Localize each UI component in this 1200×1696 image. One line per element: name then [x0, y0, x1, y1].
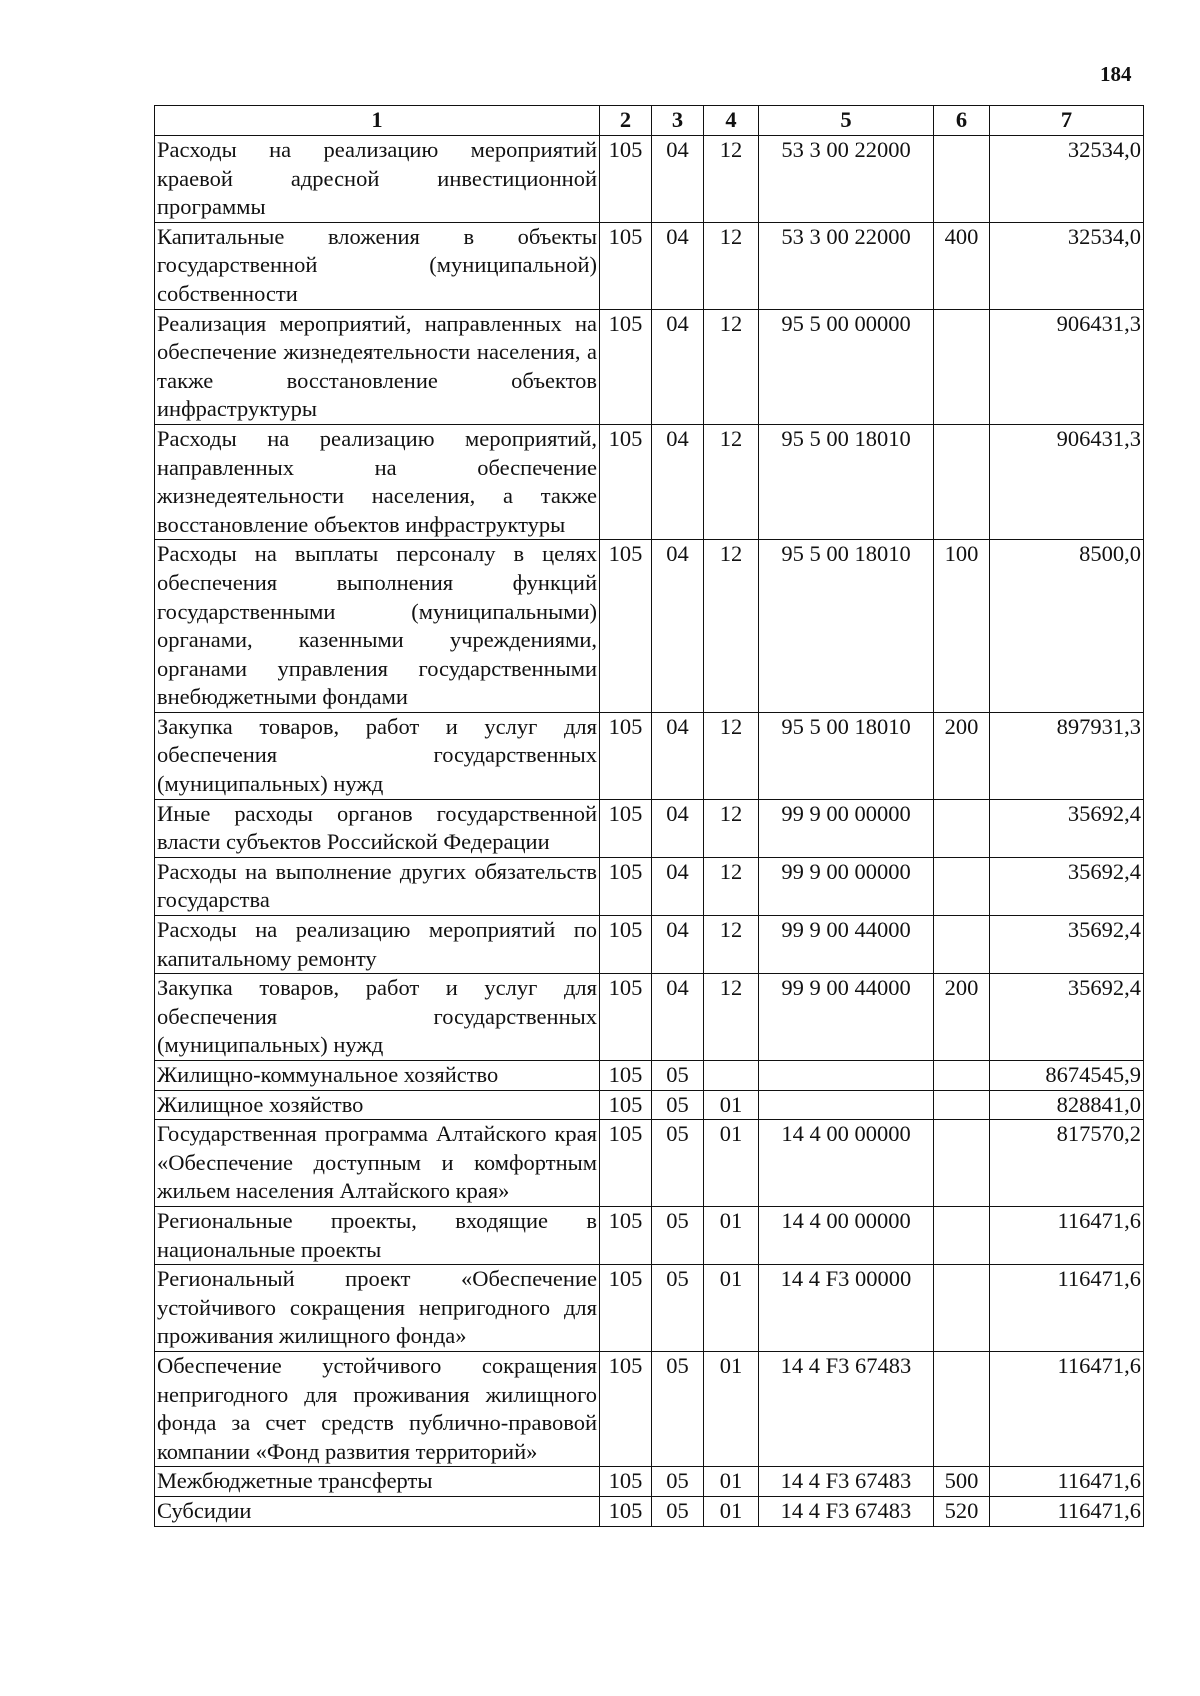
cell-admin-code: 105: [600, 1496, 652, 1526]
cell-name: Расходы на выполнение других обязательств государства: [155, 857, 600, 915]
cell-amount: 32534,0: [990, 222, 1144, 309]
cell-expense-type: [934, 136, 990, 223]
cell-expense-type: 100: [934, 540, 990, 713]
cell-amount: 906431,3: [990, 309, 1144, 424]
cell-section: 04: [652, 974, 704, 1061]
cell-section: 05: [652, 1496, 704, 1526]
cell-name: Закупка товаров, работ и услуг для обеспечения государственных (муниципальных) нужд: [155, 974, 600, 1061]
cell-amount: 8500,0: [990, 540, 1144, 713]
table-row: [155, 1265, 1144, 1352]
cell-target-article: 99 9 00 44000: [759, 974, 934, 1061]
cell-subsection: 12: [704, 974, 759, 1061]
cell-name: Расходы на реализацию мероприятий по капитальному ремонту: [155, 916, 600, 974]
cell-subsection: 01: [704, 1120, 759, 1207]
cell-target-article: 95 5 00 18010: [759, 540, 934, 713]
cell-admin-code: 105: [600, 799, 652, 857]
cell-expense-type: [934, 1265, 990, 1352]
cell-subsection: 01: [704, 1496, 759, 1526]
column-header: 4: [704, 106, 759, 136]
cell-name: Жилищное хозяйство: [155, 1090, 600, 1120]
cell-subsection: 12: [704, 712, 759, 799]
table-row: [155, 1496, 1144, 1526]
cell-target-article: 99 9 00 00000: [759, 857, 934, 915]
cell-expense-type: [934, 799, 990, 857]
cell-target-article: 14 4 F3 67483: [759, 1467, 934, 1497]
table-body: [155, 136, 1144, 1527]
cell-section: 04: [652, 712, 704, 799]
cell-name: Расходы на реализацию мероприятий краевой адресной инвестиционной программы: [155, 136, 600, 223]
table-row: [155, 1090, 1144, 1120]
table-row: [155, 1061, 1144, 1091]
cell-subsection: 12: [704, 857, 759, 915]
cell-admin-code: 105: [600, 1061, 652, 1091]
cell-target-article: 53 3 00 22000: [759, 136, 934, 223]
budget-table: [154, 105, 1144, 1527]
cell-name: Межбюджетные трансферты: [155, 1467, 600, 1497]
cell-target-article: [759, 1061, 934, 1091]
cell-name: Иные расходы органов государственной власти субъектов Российской Федерации: [155, 799, 600, 857]
cell-name: Жилищно-коммунальное хозяйство: [155, 1061, 600, 1091]
cell-amount: 116471,6: [990, 1467, 1144, 1497]
table-row: [155, 424, 1144, 539]
cell-subsection: 12: [704, 136, 759, 223]
cell-admin-code: 105: [600, 1120, 652, 1207]
cell-admin-code: 105: [600, 712, 652, 799]
column-header: 7: [990, 106, 1144, 136]
cell-expense-type: 200: [934, 712, 990, 799]
cell-expense-type: 200: [934, 974, 990, 1061]
cell-target-article: 95 5 00 00000: [759, 309, 934, 424]
column-header: 3: [652, 106, 704, 136]
table-row: [155, 136, 1144, 223]
table-row: [155, 916, 1144, 974]
cell-subsection: 12: [704, 799, 759, 857]
cell-admin-code: 105: [600, 222, 652, 309]
cell-amount: 35692,4: [990, 974, 1144, 1061]
table-row: [155, 1351, 1144, 1466]
cell-admin-code: 105: [600, 974, 652, 1061]
table-row: [155, 1120, 1144, 1207]
cell-amount: 35692,4: [990, 799, 1144, 857]
cell-admin-code: 105: [600, 857, 652, 915]
cell-section: 05: [652, 1467, 704, 1497]
cell-section: 05: [652, 1206, 704, 1264]
cell-section: 05: [652, 1120, 704, 1207]
cell-expense-type: 500: [934, 1467, 990, 1497]
cell-admin-code: 105: [600, 1265, 652, 1352]
cell-target-article: 95 5 00 18010: [759, 712, 934, 799]
cell-expense-type: 400: [934, 222, 990, 309]
cell-amount: 828841,0: [990, 1090, 1144, 1120]
cell-subsection: 01: [704, 1090, 759, 1120]
cell-subsection: 12: [704, 540, 759, 713]
cell-admin-code: 105: [600, 916, 652, 974]
cell-amount: 35692,4: [990, 857, 1144, 915]
cell-expense-type: [934, 857, 990, 915]
cell-amount: 32534,0: [990, 136, 1144, 223]
cell-section: 04: [652, 540, 704, 713]
cell-target-article: 99 9 00 44000: [759, 916, 934, 974]
cell-admin-code: 105: [600, 424, 652, 539]
cell-amount: 116471,6: [990, 1265, 1144, 1352]
cell-target-article: 14 4 F3 00000: [759, 1265, 934, 1352]
cell-amount: 116471,6: [990, 1206, 1144, 1264]
cell-name: Субсидии: [155, 1496, 600, 1526]
cell-subsection: 12: [704, 424, 759, 539]
cell-target-article: 14 4 F3 67483: [759, 1351, 934, 1466]
table-row: [155, 222, 1144, 309]
cell-target-article: 14 4 F3 67483: [759, 1496, 934, 1526]
cell-name: Реализация мероприятий, направленных на обеспечение жизнедеятельности населения, а также восстановление объектов инфраструктуры: [155, 309, 600, 424]
cell-name: Расходы на реализацию мероприятий, направленных на обеспечение жизнедеятельности населения, а также восстановление объектов инфраструктуры: [155, 424, 600, 539]
cell-expense-type: [934, 1206, 990, 1264]
cell-admin-code: 105: [600, 1467, 652, 1497]
cell-section: 05: [652, 1090, 704, 1120]
cell-admin-code: 105: [600, 1206, 652, 1264]
table-row: [155, 712, 1144, 799]
cell-subsection: 01: [704, 1265, 759, 1352]
cell-target-article: 14 4 00 00000: [759, 1206, 934, 1264]
cell-subsection: 12: [704, 916, 759, 974]
cell-admin-code: 105: [600, 136, 652, 223]
column-header: 6: [934, 106, 990, 136]
cell-name: Обеспечение устойчивого сокращения непригодного для проживания жилищного фонда за счет средств публично-правовой компании «Фонд развития территорий»: [155, 1351, 600, 1466]
cell-subsection: 01: [704, 1351, 759, 1466]
cell-amount: 897931,3: [990, 712, 1144, 799]
page-number: 184: [1100, 62, 1132, 86]
column-header: 1: [155, 106, 600, 136]
table-row: [155, 799, 1144, 857]
cell-admin-code: 105: [600, 309, 652, 424]
cell-amount: 817570,2: [990, 1120, 1144, 1207]
cell-name: Региональные проекты, входящие в национальные проекты: [155, 1206, 600, 1264]
cell-section: 04: [652, 916, 704, 974]
cell-name: Закупка товаров, работ и услуг для обеспечения государственных (муниципальных) нужд: [155, 712, 600, 799]
cell-expense-type: [934, 424, 990, 539]
table-row: [155, 540, 1144, 713]
cell-subsection: [704, 1061, 759, 1091]
cell-section: 04: [652, 136, 704, 223]
cell-expense-type: [934, 309, 990, 424]
table-row: [155, 309, 1144, 424]
cell-target-article: 14 4 00 00000: [759, 1120, 934, 1207]
cell-name: Государственная программа Алтайского края «Обеспечение доступным и комфортным жильем населения Алтайского края»: [155, 1120, 600, 1207]
cell-admin-code: 105: [600, 1090, 652, 1120]
cell-section: 04: [652, 799, 704, 857]
cell-amount: 116471,6: [990, 1496, 1144, 1526]
cell-admin-code: 105: [600, 540, 652, 713]
cell-subsection: 01: [704, 1467, 759, 1497]
cell-section: 05: [652, 1351, 704, 1466]
table-row: [155, 974, 1144, 1061]
cell-subsection: 12: [704, 309, 759, 424]
cell-section: 04: [652, 309, 704, 424]
cell-target-article: [759, 1090, 934, 1120]
cell-subsection: 01: [704, 1206, 759, 1264]
cell-expense-type: 520: [934, 1496, 990, 1526]
cell-name: Капитальные вложения в объекты государственной (муниципальной) собственности: [155, 222, 600, 309]
cell-target-article: 95 5 00 18010: [759, 424, 934, 539]
column-header: 2: [600, 106, 652, 136]
cell-admin-code: 105: [600, 1351, 652, 1466]
cell-section: 05: [652, 1061, 704, 1091]
cell-section: 04: [652, 857, 704, 915]
cell-amount: 8674545,9: [990, 1061, 1144, 1091]
cell-name: Расходы на выплаты персоналу в целях обеспечения выполнения функций государственными (муниципальными) органами, казенными учреждениями, органами управления государственными внебюджетными фондами: [155, 540, 600, 713]
cell-section: 04: [652, 424, 704, 539]
cell-name: Региональный проект «Обеспечение устойчивого сокращения непригодного для проживания жилищного фонда»: [155, 1265, 600, 1352]
cell-amount: 906431,3: [990, 424, 1144, 539]
header-row: [155, 106, 1144, 136]
table-row: [155, 1206, 1144, 1264]
cell-section: 05: [652, 1265, 704, 1352]
cell-expense-type: [934, 1061, 990, 1091]
cell-expense-type: [934, 1351, 990, 1466]
cell-expense-type: [934, 1120, 990, 1207]
table-row: [155, 1467, 1144, 1497]
cell-target-article: 53 3 00 22000: [759, 222, 934, 309]
cell-amount: 35692,4: [990, 916, 1144, 974]
table-row: [155, 857, 1144, 915]
column-header: 5: [759, 106, 934, 136]
cell-expense-type: [934, 916, 990, 974]
cell-target-article: 99 9 00 00000: [759, 799, 934, 857]
cell-amount: 116471,6: [990, 1351, 1144, 1466]
cell-subsection: 12: [704, 222, 759, 309]
cell-section: 04: [652, 222, 704, 309]
cell-expense-type: [934, 1090, 990, 1120]
